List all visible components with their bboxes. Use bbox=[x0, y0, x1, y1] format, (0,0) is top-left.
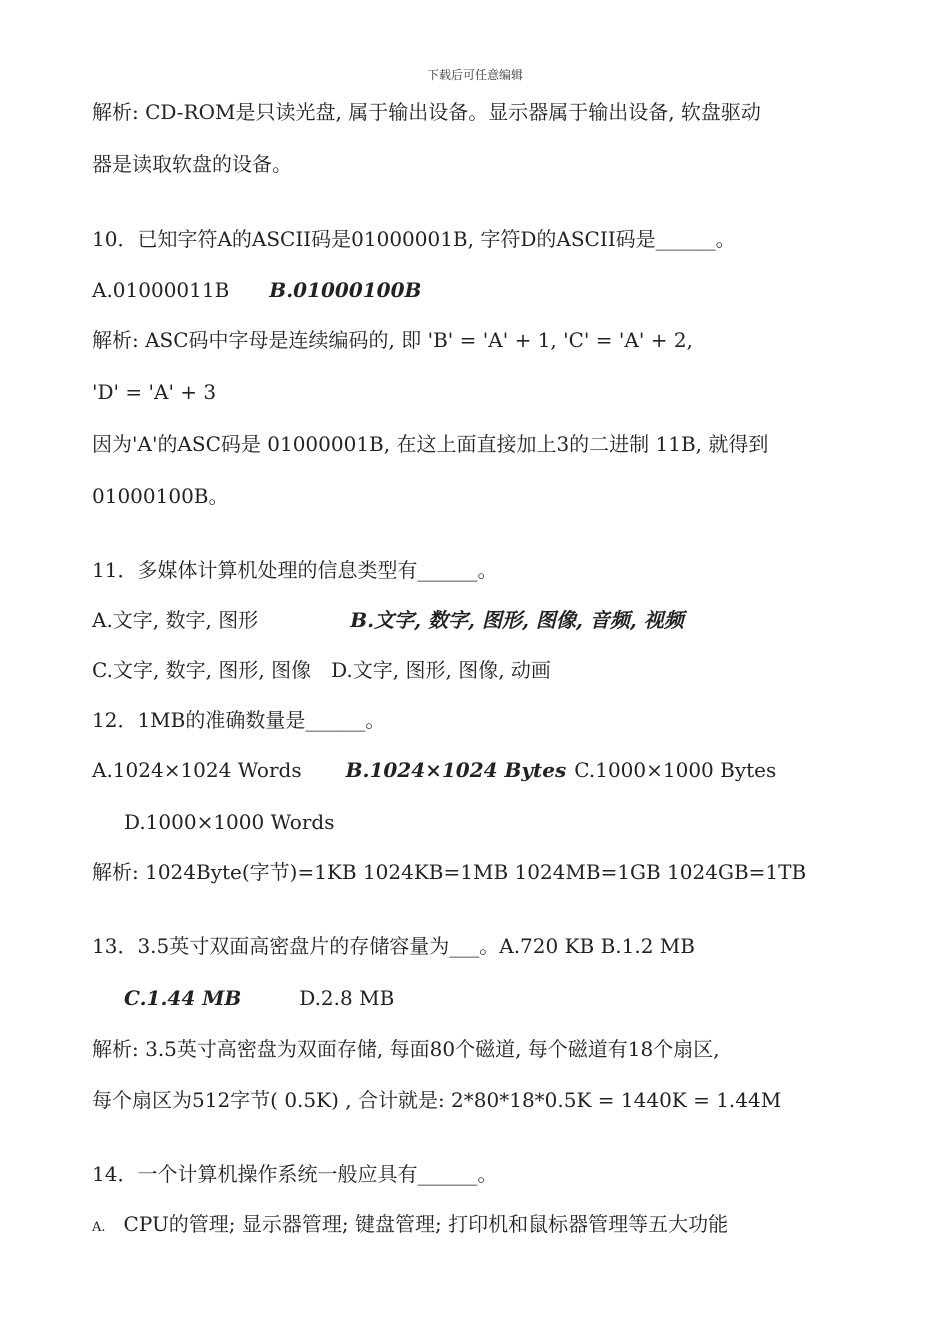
question-14-option-a bbox=[92, 1210, 728, 1242]
explanation-line: 解析: 3.5英寸高密盘为双面存储, 每面80个磁道, 每个磁道有18个扇区, bbox=[92, 1037, 720, 1061]
question-13-options-cd bbox=[124, 984, 394, 1012]
correct-option-b: B.01000100B bbox=[269, 278, 422, 302]
correct-option-b: B.1024×1024 Bytes bbox=[345, 758, 567, 782]
question-10: 10．已知字符A的ASCII码是01000001B, 字符D的ASCII码是______。 bbox=[92, 227, 736, 251]
page-header: 下载后可任意编辑 bbox=[426, 68, 523, 82]
question-11-options-cd bbox=[92, 656, 551, 684]
question-11-options-ab bbox=[92, 606, 684, 634]
explanation-line: 因为'A'的ASC码是 01000001B, 在这上面直接加上3的二进制 11B, 就得到 bbox=[92, 432, 769, 456]
question-14: 14．一个计算机操作系统一般应具有______。 bbox=[92, 1162, 498, 1186]
question-12-option-d: D.1000×1000 Words bbox=[124, 810, 335, 834]
question-12-options-abc bbox=[92, 756, 776, 784]
question-10-options bbox=[92, 276, 421, 304]
question-11: 11．多媒体计算机处理的信息类型有______。 bbox=[92, 558, 498, 582]
option-c: C.1000×1000 Bytes bbox=[574, 758, 777, 782]
explanation-line: 器是读取软盘的设备。 bbox=[92, 152, 292, 176]
correct-option-c: C.1.44 MB bbox=[124, 986, 242, 1010]
explanation-line: 解析: 1024Byte(字节)=1KB 1024KB=1MB 1024MB=1GB 1024GB=1TB bbox=[92, 860, 807, 884]
option-a: A.01000011B bbox=[92, 278, 230, 302]
option-d: D.2.8 MB bbox=[299, 986, 395, 1010]
explanation-line: 01000100B。 bbox=[92, 484, 229, 508]
explanation-line: 'D' = 'A' + 3 bbox=[92, 380, 217, 404]
option-a-label: A. bbox=[92, 1220, 106, 1235]
option-a: CPU的管理; 显示器管理; 键盘管理; 打印机和鼠标器管理等五大功能 bbox=[123, 1212, 729, 1236]
option-c: C.文字, 数字, 图形, 图像 bbox=[92, 658, 312, 682]
option-a: A.1024×1024 Words bbox=[92, 758, 302, 782]
question-13: 13．3.5英寸双面高密盘片的存储容量为___。A.720 KB B.1.2 MB bbox=[92, 934, 695, 958]
explanation-line: 解析: ASC码中字母是连续编码的, 即 'B' = 'A' + 1, 'C' = 'A' + 2, bbox=[92, 328, 693, 352]
correct-option-b: B.文字, 数字, 图形, 图像, 音频, 视频 bbox=[350, 608, 684, 632]
explanation-line: 每个扇区为512字节( 0.5K) , 合计就是: 2*80*18*0.5K = 1440K = 1.44M bbox=[92, 1088, 782, 1112]
option-d: D.文字, 图形, 图像, 动画 bbox=[331, 658, 551, 682]
question-12: 12．1MB的准确数量是______。 bbox=[92, 708, 386, 732]
explanation-line: 解析: CD-ROM是只读光盘, 属于输出设备。显示器属于输出设备, 软盘驱动 bbox=[92, 100, 761, 124]
option-a: A.文字, 数字, 图形 bbox=[92, 608, 259, 632]
